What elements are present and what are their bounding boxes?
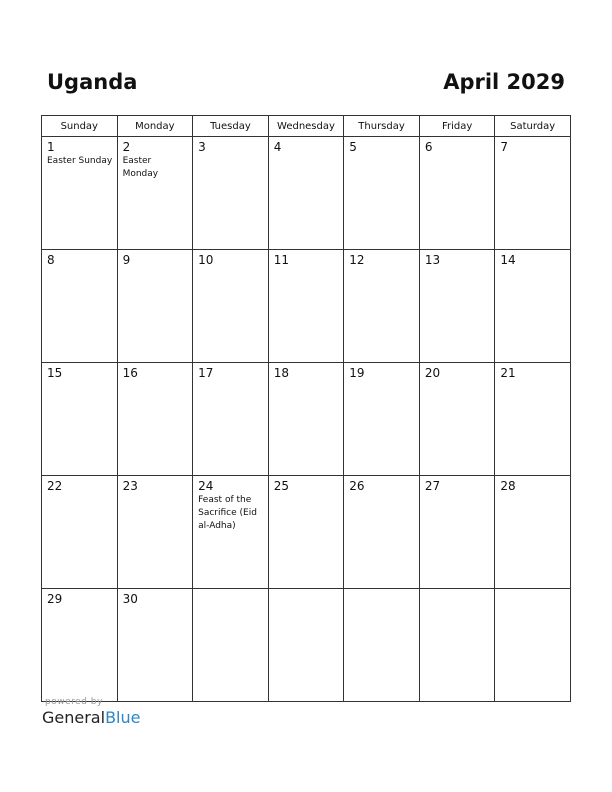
day-number: 10 <box>198 253 214 267</box>
weekday-tuesday: Tuesday <box>193 116 269 137</box>
calendar-day-cell <box>42 363 118 476</box>
calendar-body <box>42 137 571 702</box>
day-number: 5 <box>349 140 357 154</box>
day-number: 1 <box>47 140 55 154</box>
calendar-day-cell <box>419 476 495 589</box>
day-number: 18 <box>273 366 289 380</box>
calendar-day-cell <box>268 137 344 250</box>
calendar-day-cell <box>495 589 571 702</box>
weekday-sunday: Sunday <box>42 116 118 137</box>
day-number: 6 <box>424 140 433 154</box>
day-number: 28 <box>500 479 516 493</box>
weekday-saturday: Saturday <box>495 116 571 137</box>
calendar-day-cell <box>193 363 269 476</box>
calendar-day-cell <box>268 589 344 702</box>
calendar-day-cell <box>193 250 269 363</box>
day-number: 12 <box>349 253 365 267</box>
calendar-day-cell <box>268 250 344 363</box>
calendar-day-cell <box>344 476 420 589</box>
calendar-day-cell <box>419 363 495 476</box>
calendar-day-cell <box>344 250 420 363</box>
day-number: 4 <box>273 140 282 154</box>
calendar-day-cell <box>344 363 420 476</box>
month-year-title: April 2029 <box>443 70 565 94</box>
generalblue-logo <box>42 708 140 727</box>
weekday-header-row <box>42 116 571 137</box>
calendar-day-cell <box>419 589 495 702</box>
brand-part-blue: Blue <box>105 708 141 727</box>
calendar-day-cell <box>495 137 571 250</box>
calendar-week-row <box>42 589 571 702</box>
calendar-day-cell <box>42 589 118 702</box>
calendar-day-cell <box>42 250 118 363</box>
day-number: 16 <box>122 366 138 380</box>
weekday-monday: Monday <box>117 116 193 137</box>
calendar-day-cell <box>495 250 571 363</box>
day-number: 2 <box>122 140 131 154</box>
day-number: 25 <box>273 479 289 493</box>
holiday-label: Feast of the Sacrifice (Eid al-Adha) <box>198 495 257 531</box>
calendar-day-cell <box>495 363 571 476</box>
calendar-week-row <box>42 476 571 589</box>
calendar-day-cell <box>117 137 193 250</box>
calendar-week-row <box>42 137 571 250</box>
day-number: 8 <box>47 253 55 267</box>
powered-by-label: powered by <box>45 697 103 707</box>
day-number: 15 <box>47 366 63 380</box>
calendar-day-cell <box>193 137 269 250</box>
day-number: 14 <box>500 253 516 267</box>
day-number: 26 <box>349 479 365 493</box>
calendar-day-cell <box>117 250 193 363</box>
calendar-day-cell <box>117 363 193 476</box>
calendar-day-cell <box>419 250 495 363</box>
calendar-day-cell <box>419 137 495 250</box>
day-number: 9 <box>122 253 131 267</box>
day-number: 17 <box>198 366 214 380</box>
calendar-week-row <box>42 363 571 476</box>
day-number: 19 <box>349 366 365 380</box>
calendar-grid <box>41 115 571 702</box>
holiday-label: Easter Monday <box>122 156 159 179</box>
calendar-day-cell <box>268 476 344 589</box>
day-number: 24 <box>198 479 214 493</box>
calendar-day-cell <box>117 589 193 702</box>
day-number: 11 <box>273 253 289 267</box>
calendar-week-row <box>42 250 571 363</box>
weekday-thursday: Thursday <box>344 116 420 137</box>
day-number: 23 <box>122 479 138 493</box>
day-number: 27 <box>424 479 441 493</box>
day-number: 20 <box>424 366 441 380</box>
calendar-day-cell <box>268 363 344 476</box>
calendar-day-cell <box>495 476 571 589</box>
calendar-day-cell <box>42 476 118 589</box>
holiday-label: Easter Sunday <box>47 156 113 166</box>
day-number: 7 <box>500 140 509 154</box>
calendar-day-cell <box>344 137 420 250</box>
day-number: 21 <box>500 366 516 380</box>
calendar-day-cell <box>42 137 118 250</box>
day-number: 29 <box>47 592 63 606</box>
calendar-day-cell <box>193 589 269 702</box>
day-number: 30 <box>122 592 138 606</box>
calendar-day-cell <box>193 476 269 589</box>
weekday-friday: Friday <box>419 116 495 137</box>
day-number: 13 <box>424 253 441 267</box>
brand-part-general: General <box>42 708 106 727</box>
calendar-day-cell <box>117 476 193 589</box>
country-title: Uganda <box>47 70 138 94</box>
day-number: 22 <box>47 479 63 493</box>
day-number: 3 <box>198 140 206 154</box>
weekday-wednesday: Wednesday <box>268 116 344 137</box>
calendar-day-cell <box>344 589 420 702</box>
